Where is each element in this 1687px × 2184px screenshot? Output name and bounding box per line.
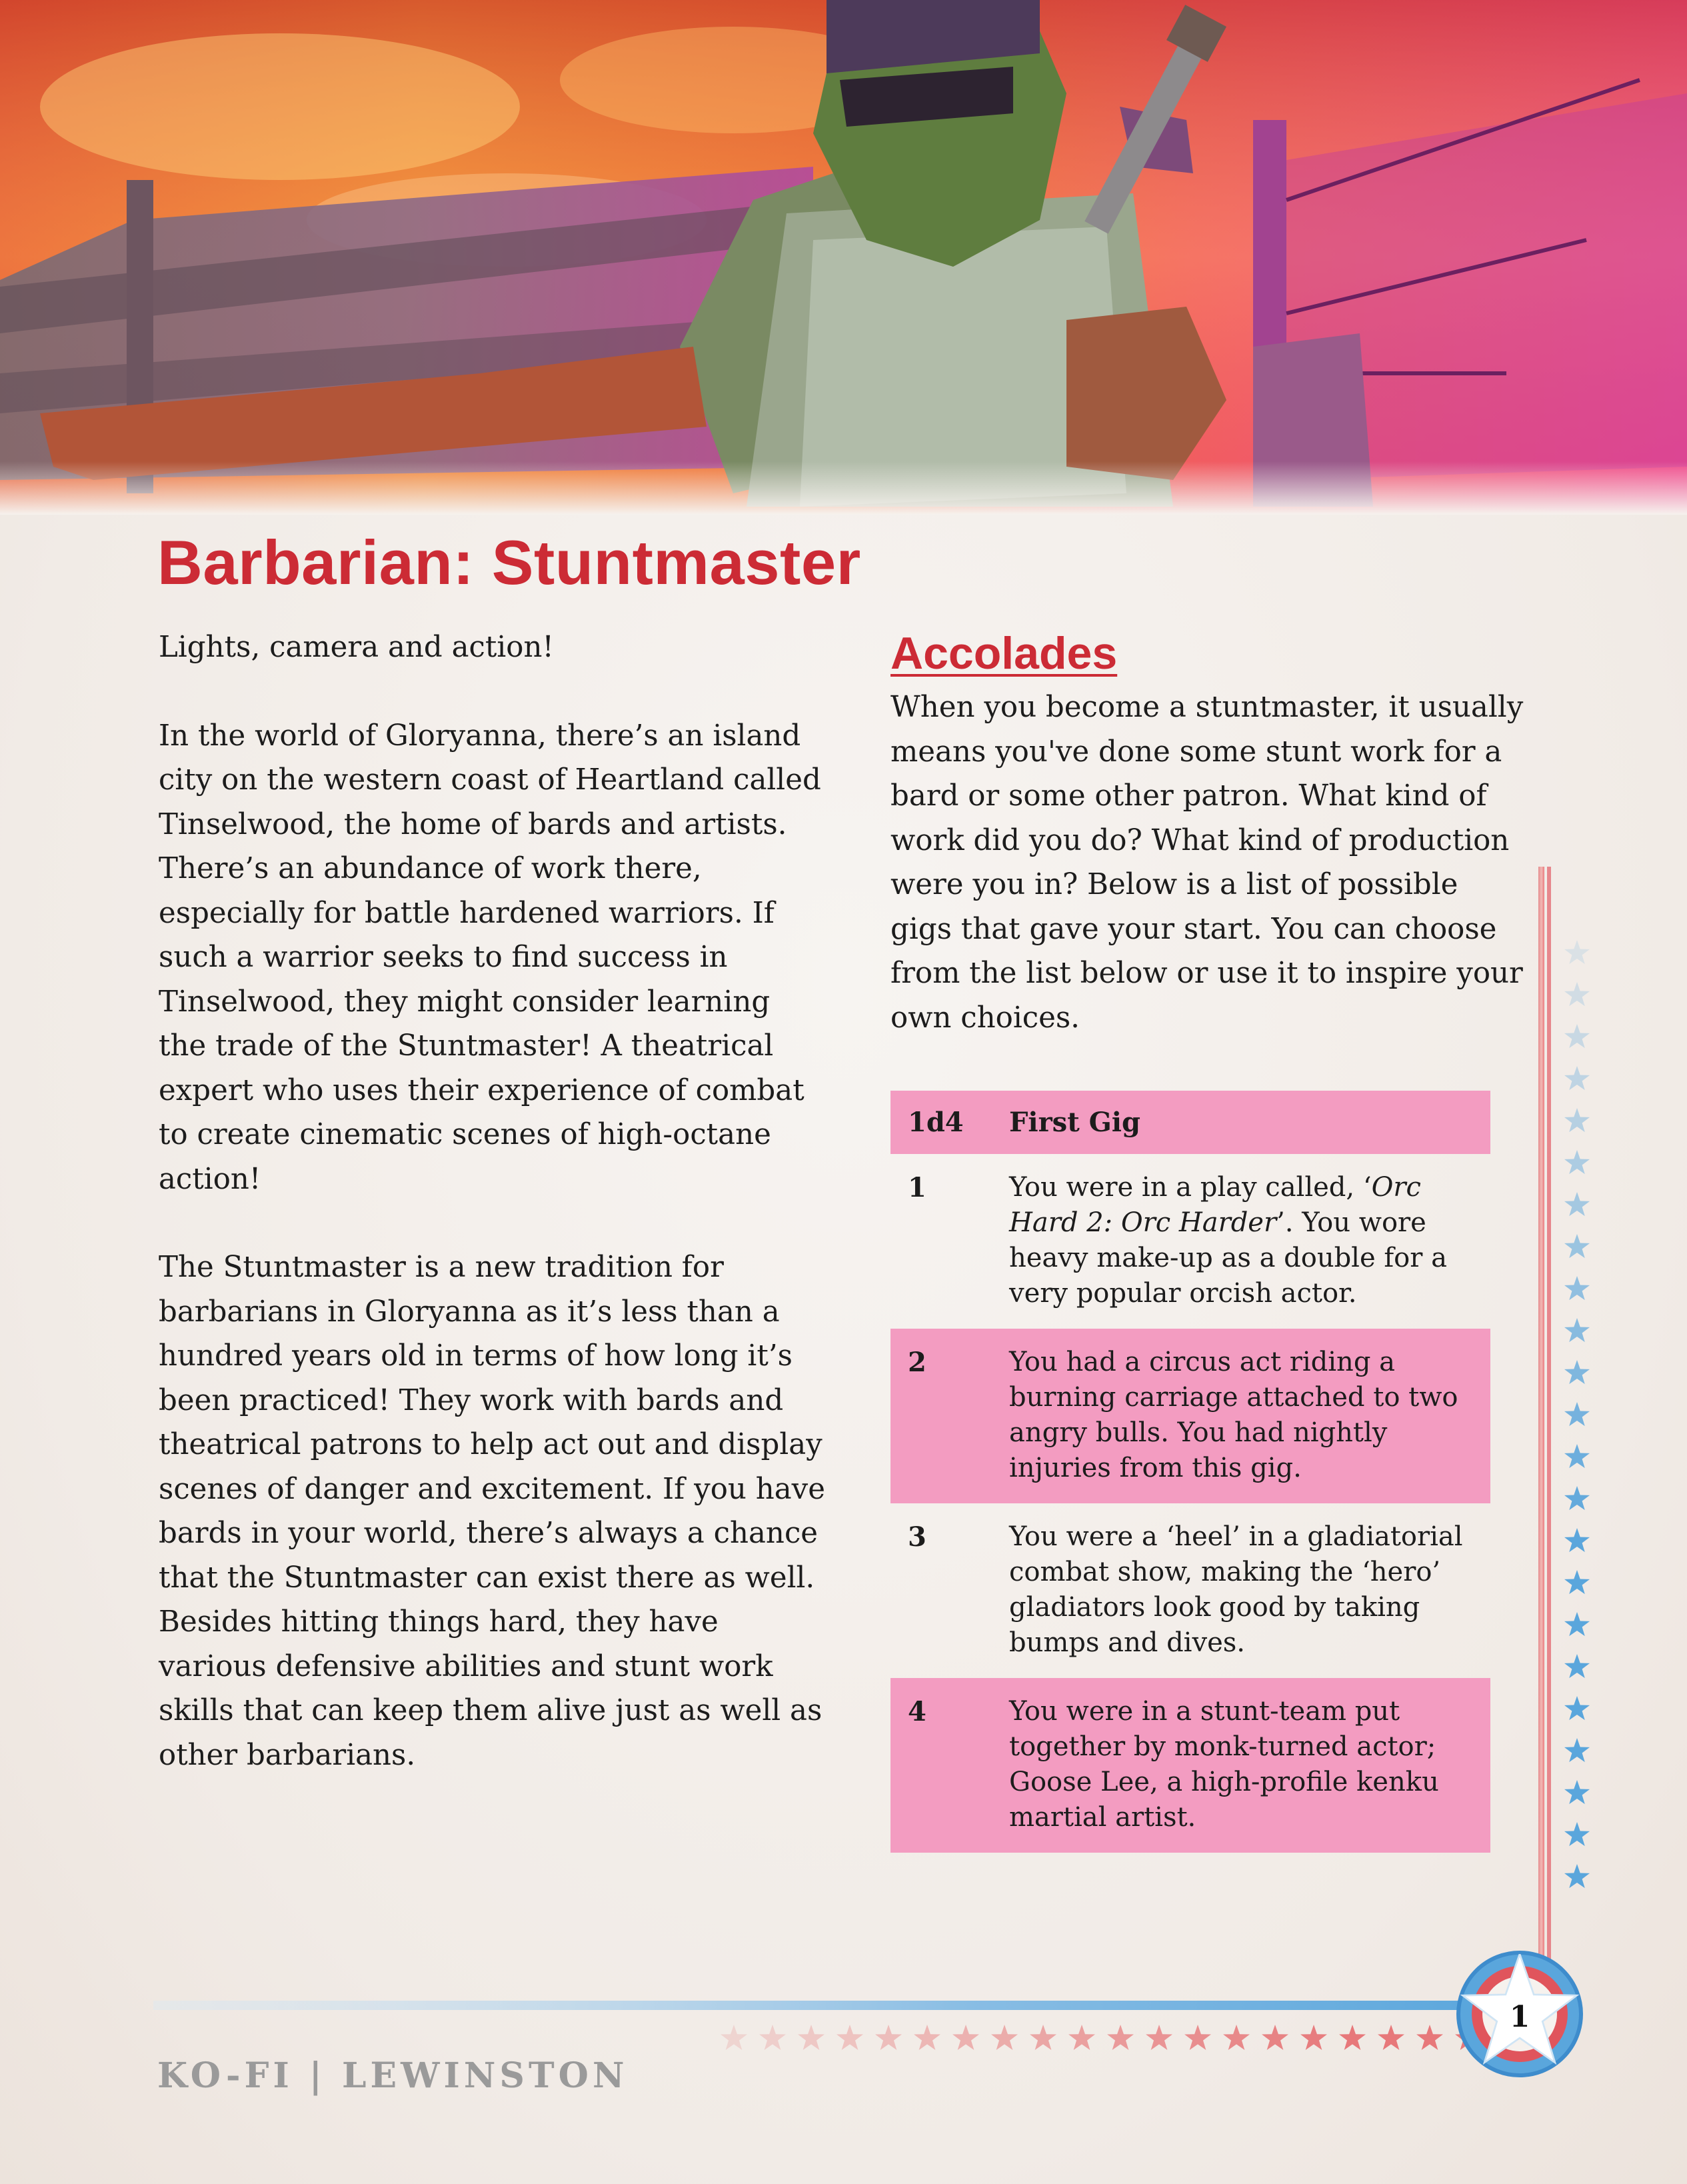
star-icon [1564,1612,1590,1636]
star-icon [798,2025,825,2050]
roll-value: 2 [890,1329,992,1503]
star-icon [1564,1738,1590,1762]
star-icon [1564,1486,1590,1510]
accolades-heading: Accolades [890,628,1118,679]
play-title: Orc Hard 2: Orc Harder [1009,1172,1421,1238]
footer-credit: KO-FI | LEWINSTON [157,2055,629,2096]
star-icon [1564,1864,1590,1888]
star-icon [1564,1654,1590,1678]
star-icon [1564,1192,1590,1216]
star-icon [1564,1276,1590,1300]
star-icon [1107,2025,1134,2050]
gig-text-end: ’. You wore heavy make-up as a double for a very popular orcish actor. [1009,1207,1447,1309]
star-icon [1262,2025,1288,2050]
star-icon [1068,2025,1095,2050]
roll-value: 3 [908,1521,926,1553]
gig-column-header: First Gig [992,1091,1490,1154]
star-icon [1300,2025,1327,2050]
star-icon [875,2025,902,2050]
intro-line: Lights, camera and action! [159,631,554,664]
star-icon [1564,1444,1590,1468]
right-column [890,625,1524,1040]
die-column-header: 1d4 [890,1091,992,1154]
table-row [890,1678,1490,1853]
star-icon [1564,1318,1590,1342]
star-icon [1416,2025,1443,2050]
page-number: 1 [1509,2000,1530,2034]
accolades-intro: When you become a stuntmaster, it usually means you've done some stunt work for a bard or some other patron. What kind of work did you do? What kind of production were you in? Below is a list of possible gigs that gave your start. You can choose from the list below or use it to inspire your own choices. [890,691,1524,1035]
star-icon [952,2025,979,2050]
star-icon [1030,2025,1056,2050]
star-icon [837,2025,863,2050]
star-icon [1564,1528,1590,1552]
first-gig-table [890,1091,1490,1853]
star-icon [1564,1822,1590,1846]
table-header-row [890,1091,1490,1154]
star-icon [991,2025,1018,2050]
star-icon [1564,1234,1590,1258]
star-icon [1564,1360,1590,1384]
star-icon [1378,2025,1404,2050]
page-title: Barbarian: Stuntmaster [157,527,861,597]
star-icon [759,2025,786,2050]
table-row [890,1329,1490,1503]
star-icon [1564,1024,1590,1048]
tradition-paragraph: The Stuntmaster is a new tradition for barbarians in Gloryanna as it’s less than a hundred years old in terms of how long it’s been practiced! They work with bards and theatrical patrons to help act out and display scenes of danger and excitement. If you have bards in your world, there’s always a chance that the Stuntmaster can exist there as well. Besides hitting things hard, they have various defensive abilities and stunt work skills that can keep them alive just as well as other barbarians. [159,1251,825,1772]
star-icon [721,2025,747,2050]
gig-description: You were in a stunt-team put together by monk-turned actor; Goose Lee, a high-profile kenku martial artist. [992,1678,1490,1853]
star-icon [1564,1108,1590,1132]
star-icon [1184,2025,1211,2050]
star-icon [1564,1570,1590,1594]
table-row [890,1503,1490,1678]
star-icon [1223,2025,1250,2050]
star-icon [1339,2025,1366,2050]
star-icon [1564,1780,1590,1804]
gig-description [992,1154,1490,1329]
star-icon [1564,1066,1590,1090]
table-row [890,1154,1490,1329]
gig-text-start: You were in a play called, ‘ [1009,1172,1372,1203]
star-icon [1564,1402,1590,1426]
star-icon [1564,1150,1590,1174]
star-icon [1564,940,1590,964]
star-icon [914,2025,940,2050]
star-icon [1564,1696,1590,1720]
gig-description: You had a circus act riding a burning carriage attached to two angry bulls. You had nightly injuries from this gig. [992,1329,1490,1503]
gig-description: You were a ‘heel’ in a gladiatorial combat show, making the ‘hero’ gladiators look good by taking bumps and dives. [1009,1521,1463,1658]
star-icon [1146,2025,1172,2050]
roll-value: 4 [890,1678,992,1853]
left-column [159,625,825,1821]
roll-value: 1 [908,1172,926,1203]
tinselwood-paragraph: In the world of Gloryanna, there’s an island city on the western coast of Heartland called Tinselwood, the home of bards and artists. There’s an abundance of work there, especially for battle hardened warriors. If such a warrior seeks to find success in Tinselwood, they might consider learning the trade of the Stuntmaster! A theatrical expert who uses their experience of combat to create cinematic scenes of high-octane action! [159,719,821,1196]
star-icon [1564,982,1590,1006]
